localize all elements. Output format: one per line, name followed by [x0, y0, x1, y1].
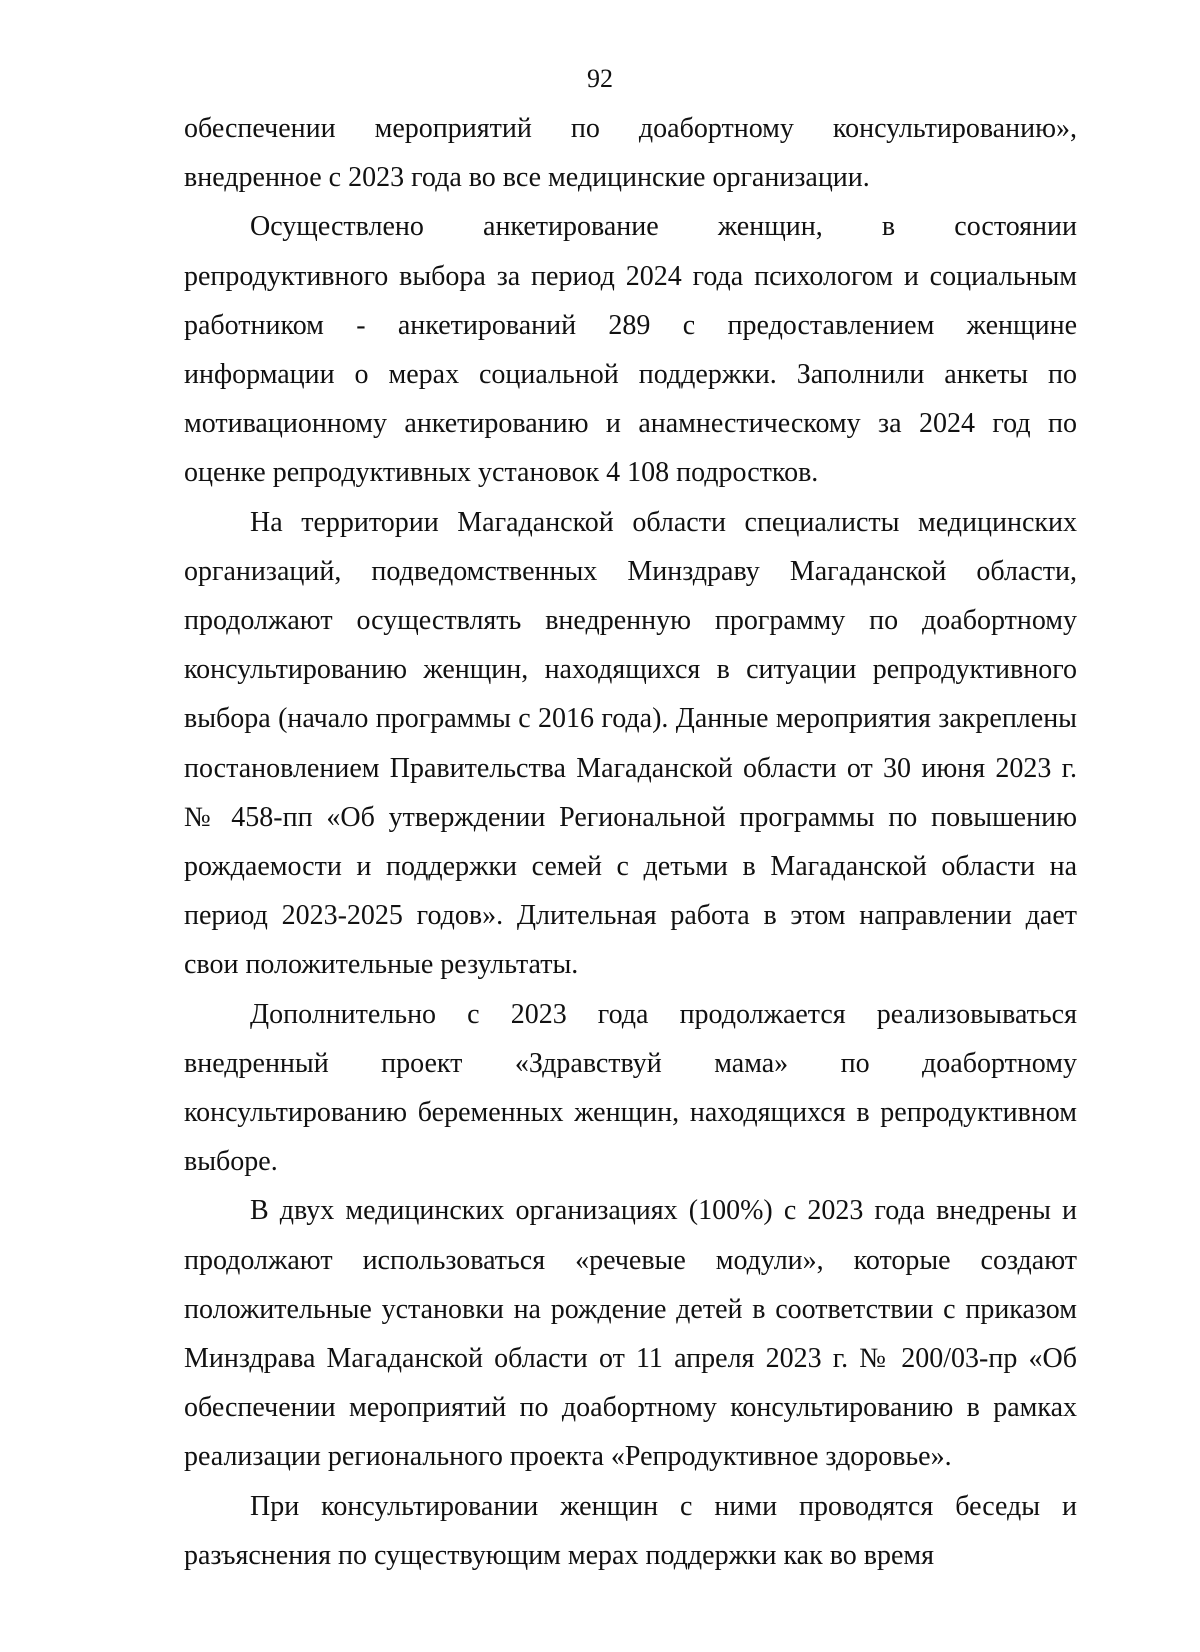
page-number: 92: [587, 64, 613, 93]
paragraph-speech-modules: В двух медицинских организациях (100%) с 2023 года внедрены и продолжают использоваться «речевые модули», которые создают положительные установки на рождение детей в соответствии с приказом Минздрава Магаданской области от 11 апреля 2023 г. № 200/03-пр «Об обеспечении мероприятий по доабортному консультированию в рамках реализации регионального проекта «Репродуктивное здоровье».: [184, 1195, 1077, 1473]
document-body: [184, 104, 1077, 1580]
paragraph-project: Дополнительно с 2023 года продолжается реализовываться внедренный проект «Здравствуй мама» по доабортному консультированию беременных женщин, находящихся в репродуктивном выборе.: [184, 998, 1077, 1178]
paragraph-program: На территории Магаданской области специалисты медицинских организаций, подведомственных Минздраву Магаданской области, продолжают осуществлять внедренную программу по доабортному консультированию женщин, находящихся в ситуации репродуктивного выбора (начало программы с 2016 года). Данные мероприятия закреплены постановлением Правительства Магаданской области от 30 июня 2023 г. № 458-пп «Об утверждении Региональной программы по повышению рождаемости и поддержки семей с детьми в Магаданской области на период 2023-2025 годов». Длительная работа в этом направлении дает свои положительные результаты.: [184, 506, 1077, 981]
paragraph-consulting: При консультировании женщин с ними проводятся беседы и разъяснения по существующим мерах поддержки как во время: [184, 1490, 1077, 1571]
paragraph-continuation: обеспечении мероприятий по доабортному консультированию», внедренное с 2023 года во все медицинские организации.: [184, 113, 1077, 194]
paragraph-survey: Осуществлено анкетирование женщин, в состоянии репродуктивного выбора за период 2024 года психологом и социальным работником - анкетирований 289 с предоставлением женщине информации о мерах социальной поддержки. Заполнили анкеты по мотивационному анкетированию и анамнестическому за 2024 год по оценке репродуктивных установок 4 108 подростков.: [184, 211, 1077, 489]
